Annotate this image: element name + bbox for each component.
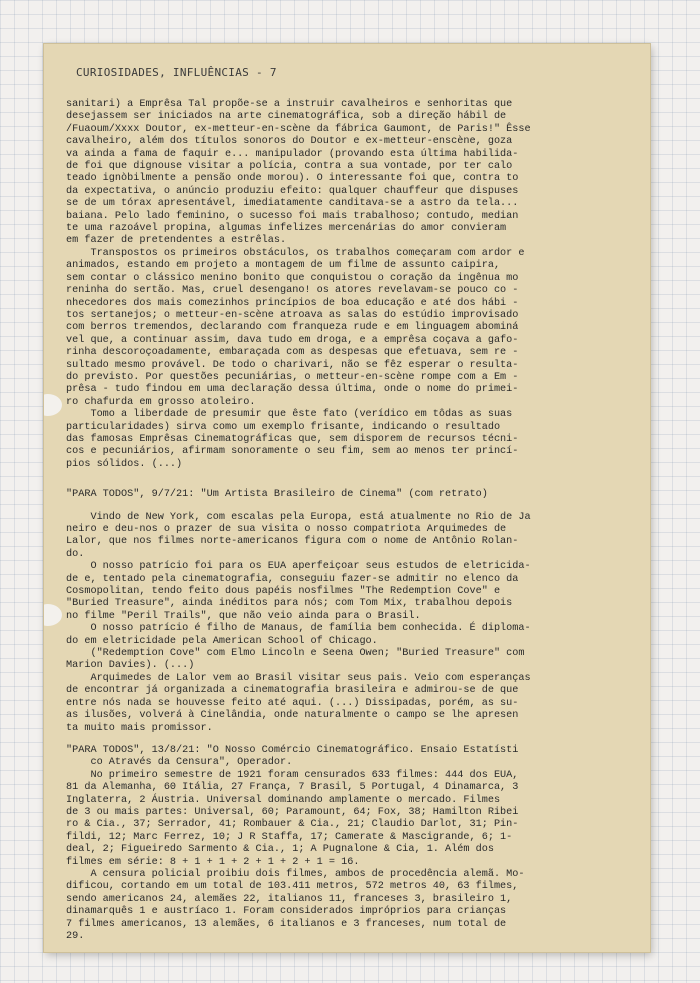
text-line: do previsto. Por questões pecuniárias, o metteur-en-scène rompe com a Em -	[66, 371, 519, 383]
heading-line: "PARA TODOS", 13/8/21: "O Nosso Comércio Cinematográfico. Ensaio Estatísti	[66, 744, 519, 756]
text-line: A censura policial proibiu dois filmes, ambos de procedência alemã. Mo-	[66, 868, 525, 880]
text-line: sem contar o clássico menino bonito que conquistou o coração da ingênua mo	[66, 272, 519, 284]
text-line: em fazer de pretendentes a estrêlas.	[66, 235, 287, 247]
paragraph	[66, 561, 636, 623]
text-line: ro chafurda em grosso atoleiro.	[66, 396, 256, 408]
text-line: cos e pecuniários, afirmam sonoramente o seu fim, sem ao menos ter princí-	[66, 446, 519, 458]
text-line: do em eletricidade pela American School of Chicago.	[66, 635, 378, 647]
text-line: dificou, cortando em um total de 103.411 metros, 572 metros 40, 63 filmes,	[66, 881, 519, 893]
text-line: ta muito mais promissor.	[66, 722, 213, 734]
text-line: tos sertanejos; o metteur-en-scène atroava as salas do estúdio improvisado	[66, 309, 519, 321]
paragraph	[66, 770, 636, 869]
text-line: va ainda a fama de faquir e... manipulador (provando esta última habilida-	[66, 148, 519, 160]
text-line: pios sólidos. (...)	[66, 458, 183, 470]
text-line: Cosmopolitan, tendo feito dous papéis nosfilmes "The Redemption Cove" e	[66, 586, 501, 598]
text-line: do.	[66, 548, 85, 560]
text-line: Arquimedes de Lalor vem ao Brasil visitar seus pais. Veio com esperanças	[66, 672, 531, 684]
section-heading	[66, 745, 636, 770]
text-line: da expectativa, o anúncio produziu efeito: qualquer chauffeur que dispuses	[66, 185, 519, 197]
text-line: sanitari) a Emprêsa Tal propõe-se a instruir cavalheiros e senhoritas que	[66, 99, 513, 110]
text-line: sultado mesmo provável. De todo o charivari, não se fêz esperar o resulta-	[66, 359, 519, 371]
text-line: Transpostos os primeiros obstáculos, os trabalhos começaram com ardor e	[66, 247, 525, 259]
text-line: Inglaterra, 2 Áustria. Universal dominando amplamente o mercado. Filmes	[66, 794, 501, 806]
text-line: Vindo de New York, com escalas pela Europa, está atualmente no Rio de Ja	[66, 511, 531, 523]
section-heading	[66, 489, 636, 501]
text-line: O nosso patrício foi para os EUA aperfeiçoar seus estudos de eletricida-	[66, 561, 531, 573]
text-line: rinha descoroçoadamente, embaraçada com as despesas que efetuava, sem re -	[66, 347, 519, 359]
text-line: Tomo a liberdade de presumir que êste fato (verídico em tôdas as suas	[66, 409, 513, 421]
text-line: 29.	[66, 931, 85, 942]
text-line: /Fuaoum/Xxxx Doutor, ex-metteur-en-scène da fábrica Gaumont, de Paris!" Êsse	[66, 123, 531, 135]
punch-hole	[44, 394, 62, 416]
typed-page	[44, 44, 650, 952]
text-line: ro & Cia., 37; Serrador, 41; Rombauer & Cia., 21; Claudio Darlot, 31; Pin-	[66, 819, 519, 831]
text-line: animados, estando em projeto a montagem de um filme de assunto caipira,	[66, 260, 501, 272]
text-line: entre nós nada se houvesse feito até aqui. (...) Dissipadas, porém, as su-	[66, 697, 519, 709]
text-line: nhecedores dos mais comezinhos princípios de boa educação e até dos hábi -	[66, 297, 519, 309]
text-line: das famosas Emprêsas Cinematográficas que, sem disporem de recursos técni-	[66, 433, 519, 445]
punch-hole	[44, 604, 62, 626]
text-line: de 3 ou mais partes: Universal, 60; Paramount, 64; Fox, 38; Hamilton Ribei	[66, 806, 519, 818]
text-line: Marion Davies). (...)	[66, 660, 195, 672]
text-line: as ilusões, volverá à Cinelândia, onde naturalmente o campo se lhe apresen	[66, 710, 519, 722]
text-line: de foi que dignouse visitar a polícia, contra a sua vontade, por ter calo	[66, 161, 513, 173]
document-body	[66, 99, 636, 943]
paragraph	[66, 512, 636, 562]
heading-line: "PARA TODOS", 9/7/21: "Um Artista Brasileiro de Cinema" (com retrato)	[66, 489, 488, 501]
text-line: sendo americanos 24, alemães 22, italianos 11, franceses 3, brasileiro 1,	[66, 893, 513, 905]
text-line: cavalheiro, além dos títulos sonoros do Doutor e ex-metteur-enscène, goza	[66, 136, 513, 148]
text-line: no filme "Peril Trails", que não veio ainda para o Brasil.	[66, 610, 421, 622]
text-line: 81 da Alemanha, 60 Itália, 27 França, 7 Brasil, 5 Portugal, 4 Dinamarca, 3	[66, 782, 519, 794]
paragraph	[66, 673, 636, 735]
text-line: teado ignòbilmente a pensão onde morou). O interessante foi que, contra to	[66, 173, 519, 185]
text-line: Lalor, que nos filmes norte-americanos figura com o nome de Antônio Rolan-	[66, 536, 519, 548]
paragraph	[66, 409, 636, 471]
text-line: desejassem ser iniciados na arte cinematográfica, sob a direção hábil de	[66, 111, 507, 123]
text-line: ("Redemption Cove" com Elmo Lincoln e Seena Owen; "Buried Treasure" com	[66, 648, 525, 660]
text-line: 7 filmes americanos, 13 alemães, 6 italianos e 3 franceses, num total de	[66, 918, 507, 930]
text-line: filmes em série: 8 + 1 + 1 + 2 + 1 + 2 + 1 = 16.	[66, 856, 360, 868]
page-header: CURIOSIDADES, INFLUÊNCIAS - 7	[76, 66, 277, 79]
heading-line: co Através da Censura", Operador.	[66, 757, 293, 769]
text-line: No primeiro semestre de 1921 foram censurados 633 filmes: 444 dos EUA,	[66, 769, 519, 781]
text-line: de e, tentado pela cinematografia, conseguiu fazer-se admitir no elenco da	[66, 573, 519, 585]
text-line: neiro e deu-nos o prazer de sua visita o nosso compatriota Arquimedes de	[66, 524, 507, 535]
text-line: de encontrar já organizada a cinematografia brasileira e admirou-se de que	[66, 685, 519, 697]
paragraph	[66, 248, 636, 409]
text-line: fildi, 12; Marc Ferrez, 10; J R Staffa, 17; Camerate & Mascigrande, 6; 1-	[66, 831, 513, 843]
paragraph	[66, 99, 636, 248]
text-line: particularidades) sirva como um exemplo frisante, indicando o resultado	[66, 421, 501, 433]
text-line: dinamarquês 1 e austríaco 1. Foram considerados impróprios para crianças	[66, 906, 507, 918]
paragraph	[66, 869, 636, 943]
text-line: te uma razoável propina, algumas infelizes mercenárias do amor convieram	[66, 223, 507, 235]
text-line: O nosso patrício é filho de Manaus, de família bem conhecida. É diploma-	[66, 623, 531, 635]
text-line: com berros tremendos, declarando com franqueza rude e em linguagem abominá	[66, 322, 519, 334]
text-line: vel que, a continuar assim, dava tudo em droga, e a emprêsa coçava a gafo-	[66, 334, 519, 346]
text-line: deal, 2; Figueiredo Sarmento & Cia., 1; A Pugnalone & Cia, 1. Além dos	[66, 844, 494, 856]
paragraph	[66, 623, 636, 673]
text-line: se de um tórax apresentável, imediatamente canditava-se a astro da tela...	[66, 198, 519, 210]
text-line: baiana. Pelo lado feminino, o sucesso foi mais trabalhoso; contudo, median	[66, 210, 519, 222]
text-line: reninha do sertão. Mas, cruel desengano! os atores revelavam-se pouco co -	[66, 285, 519, 297]
text-line: "Buried Treasure", ainda inéditos para nós; com Tom Mix, trabalhou depois	[66, 598, 513, 610]
text-line: prêsa - tudo findou em uma declaração dessa última, onde o nome do primei-	[66, 384, 519, 396]
